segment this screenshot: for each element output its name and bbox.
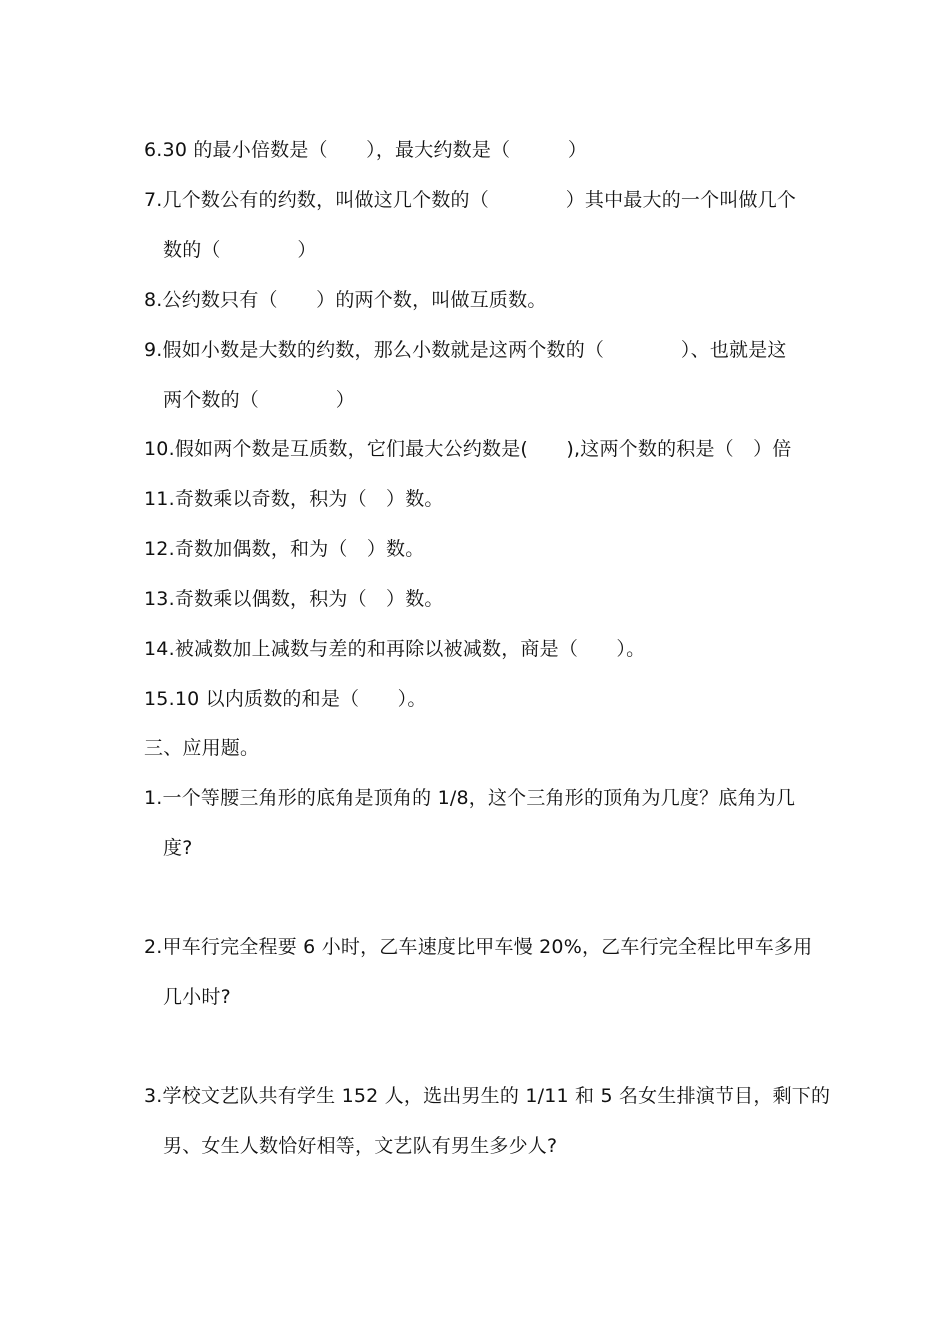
question-14: 14.被减数加上减数与差的和再除以被减数，商是（ ）。 — [144, 638, 646, 660]
question-10: 10.假如两个数是互质数，它们最大公约数是( ),这两个数的积是（ ）倍 — [144, 438, 792, 460]
problem-2-line-2: 几小时? — [163, 986, 231, 1008]
problem-2-line-1: 2.甲车行完全程要 6 小时，乙车速度比甲车慢 20%，乙车行完全程比甲车多用 — [144, 936, 813, 958]
question-7-line-2: 数的（ ） — [163, 239, 317, 261]
question-15: 15.10 以内质数的和是（ ）。 — [144, 688, 427, 710]
problem-1-line-1: 1.一个等腰三角形的底角是顶角的 1/8，这个三角形的顶角为几度？底角为几 — [144, 787, 796, 809]
question-12: 12.奇数加偶数，和为（ ）数。 — [144, 538, 425, 560]
question-7-line-1: 7.几个数公有的约数，叫做这几个数的（ ）其中最大的一个叫做几个 — [144, 189, 797, 211]
problem-3-line-2: 男、女生人数恰好相等，文艺队有男生多少人? — [163, 1135, 558, 1157]
question-9-line-1: 9.假如小数是大数的约数，那么小数就是这两个数的（ ）、也就是这 — [144, 339, 787, 361]
problem-1-line-2: 度? — [163, 837, 193, 859]
question-9-line-2: 两个数的（ ） — [163, 389, 356, 411]
section-heading: 三、应用题。 — [144, 737, 260, 759]
question-6: 6.30 的最小倍数是（ ），最大约数是（ ） — [144, 139, 588, 161]
question-13: 13.奇数乘以偶数，积为（ ）数。 — [144, 588, 444, 610]
question-8: 8.公约数只有（ ）的两个数，叫做互质数。 — [144, 289, 547, 311]
question-11: 11.奇数乘以奇数，积为（ ）数。 — [144, 488, 444, 510]
problem-3-line-1: 3.学校文艺队共有学生 152 人，选出男生的 1/11 和 5 名女生排演节目，剩下的 — [144, 1085, 831, 1107]
